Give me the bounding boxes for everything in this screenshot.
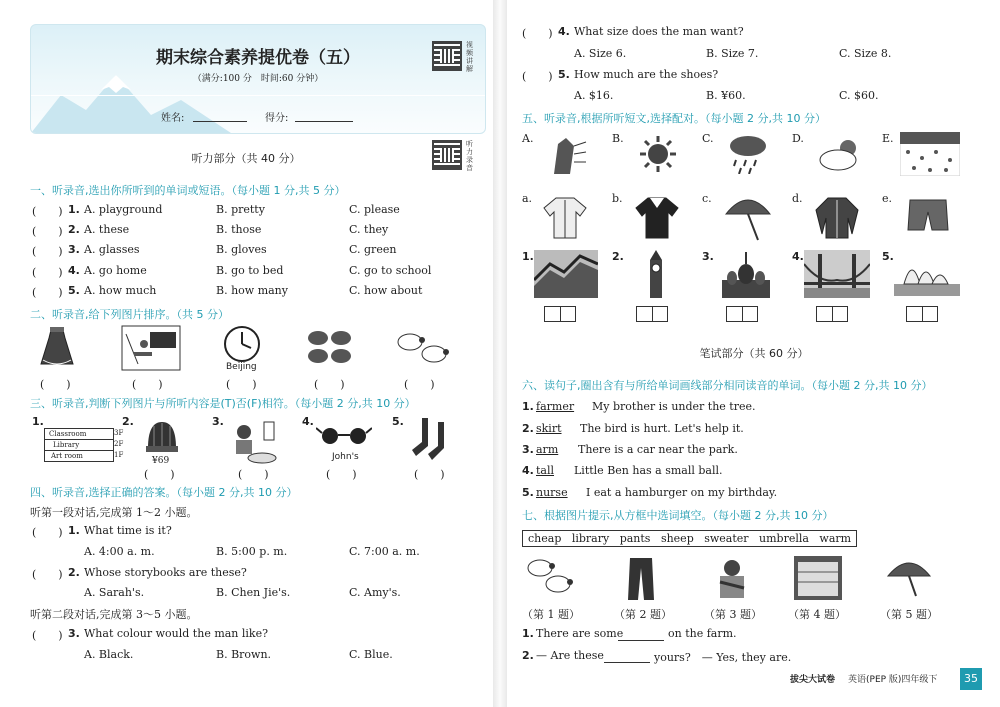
paper-title: 期末综合素养提优卷（五） <box>156 48 360 68</box>
picture-label: （第 4 题） <box>788 608 846 621</box>
question-number: 4. <box>68 264 80 277</box>
sentence: I eat a hamburger on my birthday. <box>586 486 778 499</box>
name-label: 姓名: <box>161 113 185 124</box>
pants-icon <box>626 556 656 602</box>
question-number: 3. <box>68 243 80 256</box>
tf-paren[interactable]: ( ) <box>326 468 357 481</box>
floor-number: 1F <box>114 451 124 459</box>
pic-letter: a. <box>522 192 533 205</box>
option-a: A. 4:00 a. m. <box>84 545 155 558</box>
pic-letter: b. <box>612 192 623 205</box>
floor-name: Classroom <box>49 430 87 438</box>
question-number: 5. <box>522 486 534 499</box>
sentence: Little Ben has a small ball. <box>574 464 723 477</box>
option-c: C. $60. <box>839 89 879 102</box>
match-answer-box[interactable] <box>906 306 938 322</box>
option-c: C. go to school <box>349 264 432 277</box>
given-word: skirt <box>536 422 562 435</box>
header-banner <box>30 24 486 134</box>
sentence-start: — Are these <box>536 649 604 662</box>
question-text: Whose storybooks are these? <box>84 566 247 579</box>
sheep-icon <box>524 556 574 596</box>
page-fold <box>493 0 507 707</box>
item-number: 1. <box>522 250 534 263</box>
floor-name: Library <box>53 441 80 449</box>
option-b: B. Size 7. <box>706 47 759 60</box>
sentence-end: yours? — Yes, they are. <box>654 651 792 664</box>
order-paren[interactable]: ( ) <box>314 378 345 391</box>
option-a: A. Size 6. <box>574 47 627 60</box>
floor-number: 3F <box>114 429 124 437</box>
item-number: 1. <box>32 415 44 428</box>
given-word: nurse <box>536 486 568 499</box>
shirt-icon <box>542 194 588 240</box>
match-answer-box[interactable] <box>636 306 668 322</box>
dialog-1-instruction: 听第一段对话,完成第 1～2 小题。 <box>30 506 198 519</box>
tf-paren[interactable]: ( ) <box>238 468 269 481</box>
option-c: C. they <box>349 223 389 236</box>
question-text: What size does the man want? <box>574 25 744 38</box>
question-number: 4. <box>522 464 534 477</box>
left-page <box>0 0 492 707</box>
glasses-icon <box>316 424 372 446</box>
score-label: 得分: <box>265 113 289 124</box>
pic-letter: E. <box>882 132 894 145</box>
option-b: B. Brown. <box>216 648 272 661</box>
sentence-end: on the farm. <box>668 627 737 640</box>
qr-code-video[interactable] <box>432 41 462 71</box>
option-a: A. playground <box>84 203 163 216</box>
option-a: A. Black. <box>84 648 134 661</box>
big-ben-icon <box>642 250 670 298</box>
name-blank[interactable] <box>193 121 247 122</box>
option-b: B. Chen Jie's. <box>216 586 291 599</box>
answer-paren[interactable]: ( ) <box>522 27 553 40</box>
clock-label: Beijing <box>226 362 257 372</box>
section-1-title: 一、听录音,选出你所听到的单词或短语。（每小题 1 分,共 5 分） <box>30 184 346 197</box>
floor-plan <box>44 428 114 462</box>
coat-icon <box>634 194 680 240</box>
given-word: arm <box>536 443 559 456</box>
question-text: How much are the shoes? <box>574 68 719 81</box>
question-text: What time is it? <box>84 524 172 537</box>
qr-code-audio[interactable] <box>432 140 462 170</box>
option-b: B. pretty <box>216 203 265 216</box>
question-number: 1. <box>522 627 534 640</box>
snowy-icon <box>900 132 960 176</box>
answer-paren[interactable]: ( ) <box>32 629 63 642</box>
match-answer-box[interactable] <box>816 306 848 322</box>
sentence: My brother is under the tree. <box>592 400 756 413</box>
section-7-title: 七、根据图片提示,从方框中选词填空。（每小题 2 分,共 10 分） <box>522 509 834 522</box>
right-page <box>508 0 1000 707</box>
sentence-start: There are some <box>536 627 624 640</box>
item-number: 5. <box>392 415 404 428</box>
pic-letter: c. <box>702 192 712 205</box>
option-c: C. please <box>349 203 400 216</box>
item-number: 4. <box>792 250 804 263</box>
jacket-icon <box>814 194 860 240</box>
section-2-title: 二、听录音,给下列图片排序。（共 5 分） <box>30 308 229 321</box>
potatoes-icon <box>305 328 355 366</box>
word-box: cheap library pants sheep sweater umbrella warm <box>522 530 857 547</box>
rainy-icon <box>726 134 770 174</box>
question-number: 3. <box>68 627 80 640</box>
page-number: 35 <box>960 668 982 690</box>
order-paren[interactable]: ( ) <box>40 378 71 391</box>
option-a: A. these <box>84 223 130 236</box>
pic-letter: A. <box>522 132 534 145</box>
option-c: C. green <box>349 243 397 256</box>
kremlin-icon <box>718 250 774 298</box>
question-text: What colour would the man like? <box>84 627 268 640</box>
umbrella-icon <box>722 192 774 242</box>
picture-label: （第 1 题） <box>522 608 580 621</box>
option-a: A. glasses <box>84 243 140 256</box>
option-a: A. go home <box>84 264 147 277</box>
glasses-label: John's <box>332 452 359 462</box>
section-4-title: 四、听录音,选择正确的答案。（每小题 2 分,共 10 分） <box>30 486 298 499</box>
question-number: 1. <box>68 203 80 216</box>
item-number: 3. <box>702 250 714 263</box>
item-number: 3. <box>212 415 224 428</box>
picture-label: （第 5 题） <box>880 608 938 621</box>
score-blank[interactable] <box>295 121 353 122</box>
price-label: ¥69 <box>152 456 170 466</box>
option-b: B. gloves <box>216 243 267 256</box>
option-c: C. how about <box>349 284 423 297</box>
sentence: The bird is hurt. Let's help it. <box>580 422 744 435</box>
option-c: C. Amy's. <box>349 586 401 599</box>
option-b: B. go to bed <box>216 264 284 277</box>
option-a: A. Sarah's. <box>84 586 145 599</box>
windy-icon <box>544 134 588 176</box>
match-answer-box[interactable] <box>726 306 758 322</box>
hat-icon <box>144 418 180 454</box>
footer-brand: 拔尖大试卷 <box>790 675 836 685</box>
pic-letter: B. <box>612 132 624 145</box>
clock-icon <box>222 324 262 364</box>
pic-letter: D. <box>792 132 804 145</box>
question-number: 1. <box>522 400 534 413</box>
question-number: 2. <box>522 422 534 435</box>
option-b: B. those <box>216 223 262 236</box>
given-word: farmer <box>536 400 575 413</box>
answer-paren[interactable]: ( ) <box>32 266 63 279</box>
shorts-icon <box>906 198 950 234</box>
question-number: 5. <box>68 284 80 297</box>
qr-label-audio: 听力录音 <box>466 140 473 172</box>
qr-label-video: 视频讲解 <box>466 41 473 73</box>
option-a: A. how much <box>84 284 157 297</box>
answer-paren[interactable]: ( ) <box>32 526 63 539</box>
answer-paren[interactable]: ( ) <box>32 205 63 218</box>
dress-icon <box>35 326 79 370</box>
socks-icon <box>412 416 452 464</box>
question-number: 2. <box>68 223 80 236</box>
option-c: C. 7:00 a. m. <box>349 545 420 558</box>
paper-subtitle: （满分:100 分 时间:60 分钟） <box>192 74 324 84</box>
section-6-title: 六、读句子,圈出含有与所给单词画线部分相同读音的单词。（每小题 2 分,共 10 分） <box>522 379 933 392</box>
answer-paren[interactable]: ( ) <box>32 245 63 258</box>
written-title: 笔试部分（共 60 分） <box>699 347 809 360</box>
fill-blank[interactable] <box>618 640 664 641</box>
sheep-icon <box>394 330 450 366</box>
option-b: B. how many <box>216 284 288 297</box>
cold-boy-icon <box>712 558 752 600</box>
answer-paren[interactable]: ( ) <box>32 225 63 238</box>
sentence: There is a car near the park. <box>578 443 738 456</box>
given-word: tall <box>536 464 555 477</box>
question-number: 2. <box>68 566 80 579</box>
pic-letter: C. <box>702 132 714 145</box>
great-wall-icon <box>534 250 598 298</box>
floor-name: Art room <box>51 452 83 460</box>
order-paren[interactable]: ( ) <box>226 378 257 391</box>
footer-info: 英语(PEP 版)四年级下 <box>848 675 938 685</box>
pic-letter: d. <box>792 192 803 205</box>
section-5-title: 五、听录音,根据所听短文,选择配对。（每小题 2 分,共 10 分） <box>522 112 826 125</box>
answer-paren[interactable]: ( ) <box>32 568 63 581</box>
dialog-2-instruction: 听第二段对话,完成第 3～5 小题。 <box>30 608 198 621</box>
item-number: 2. <box>612 250 624 263</box>
question-number: 5. <box>558 68 570 81</box>
order-paren[interactable]: ( ) <box>132 378 163 391</box>
section-3-title: 三、听录音,判断下列图片与所听内容是(T)否(F)相符。（每小题 2 分,共 10 分） <box>30 397 416 410</box>
option-c: C. Blue. <box>349 648 393 661</box>
classroom-icon <box>120 324 182 372</box>
picture-label: （第 3 题） <box>704 608 762 621</box>
sunny-icon <box>638 134 678 174</box>
golden-gate-icon <box>804 250 870 298</box>
question-number: 1. <box>68 524 80 537</box>
pic-letter: e. <box>882 192 893 205</box>
fill-blank[interactable] <box>604 662 650 663</box>
item-number: 5. <box>882 250 894 263</box>
question-number: 3. <box>522 443 534 456</box>
match-answer-box[interactable] <box>544 306 576 322</box>
listening-title: 听力部分（共 40 分） <box>191 152 301 165</box>
option-b: B. ¥60. <box>706 89 746 102</box>
tf-paren[interactable]: ( ) <box>144 468 175 481</box>
question-number: 4. <box>558 25 570 38</box>
girl-reading-icon <box>228 420 278 464</box>
answer-paren[interactable]: ( ) <box>522 70 553 83</box>
floor-numbers <box>114 428 123 461</box>
option-c: C. Size 8. <box>839 47 892 60</box>
opera-house-icon <box>894 252 960 296</box>
floor-number: 2F <box>114 440 124 448</box>
item-number: 2. <box>122 415 134 428</box>
umbrella-icon <box>884 556 934 598</box>
order-paren[interactable]: ( ) <box>404 378 435 391</box>
option-a: A. $16. <box>574 89 614 102</box>
tf-paren[interactable]: ( ) <box>414 468 445 481</box>
item-number: 4. <box>302 415 314 428</box>
answer-paren[interactable]: ( ) <box>32 286 63 299</box>
cloudy-icon <box>816 136 864 174</box>
library-icon <box>794 556 842 600</box>
option-b: B. 5:00 p. m. <box>216 545 288 558</box>
picture-label: （第 2 题） <box>614 608 672 621</box>
question-number: 2. <box>522 649 534 662</box>
